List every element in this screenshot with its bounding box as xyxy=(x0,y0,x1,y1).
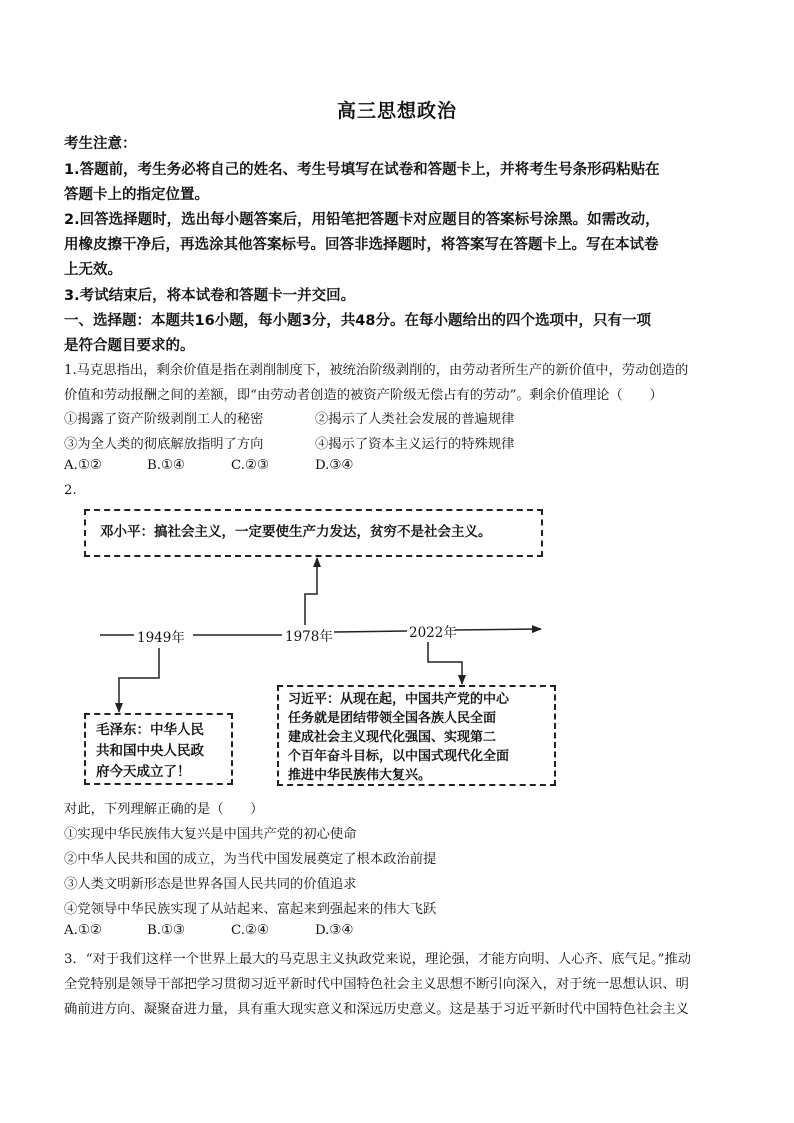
q2-stem: 对此，下列理解正确的是（ ） xyxy=(64,802,264,817)
q1-item-3: ③为全人类的彻底解放指明了方向 xyxy=(64,437,264,452)
xi-quote-box xyxy=(277,685,556,786)
q1-stem: 1.马克思指出，剩余价值是指在剥削制度下，被统治阶级剥削的，由劳动者所生产的新价值中，劳动创造的 xyxy=(64,363,689,378)
xi-quote-line: 建成社会主义现代化强国、实现第二 xyxy=(288,730,497,745)
timeline-arrow xyxy=(455,629,541,630)
deng-quote: 邓小平：搞社会主义，一定要使生产力发达，贫穷不是社会主义。 xyxy=(100,524,492,540)
timeline-axis xyxy=(334,631,407,632)
xi-quote-line: 个百年奋斗目标，以中国式现代化全面 xyxy=(288,749,510,764)
arrow-1978 xyxy=(305,558,317,625)
q2-item-1: ①实现中华民族伟大复兴是中国共产党的初心使命 xyxy=(64,827,357,842)
xi-quote-line: 习近平：从现在起，中国共产党的中心 xyxy=(288,692,510,707)
q2-choice-c[interactable]: C.②④ xyxy=(231,923,269,938)
mao-quote-line: 共和国中央人民政 xyxy=(96,743,204,759)
section-heading-cont: 是符合题目要求的。 xyxy=(64,338,195,354)
page-title: 高三思想政治 xyxy=(336,100,457,122)
year-1978: 1978年 xyxy=(285,629,333,645)
q1-item-2: ②揭示了人类社会发展的普遍规律 xyxy=(315,412,515,427)
year-2022: 2022年 xyxy=(409,625,457,641)
q2-choice-d[interactable]: D.③④ xyxy=(315,923,354,938)
notice-line: 3.考试结束后，将本试卷和答题卡一并交回。 xyxy=(64,288,356,304)
q2-item-3: ③人类文明新形态是世界各国人民共同的价值追求 xyxy=(64,877,357,892)
q2-number: 2. xyxy=(64,483,77,498)
q1-choice-b[interactable]: B.①④ xyxy=(147,458,185,473)
q2-choice-b[interactable]: B.①③ xyxy=(147,923,185,938)
q1-item-4: ④揭示了资本主义运行的特殊规律 xyxy=(315,437,515,452)
xi-quote-line: 推进中华民族伟大复兴。 xyxy=(288,768,432,783)
mao-quote-line: 毛泽东：中华人民 xyxy=(96,722,204,738)
q1-choice-a[interactable]: A.①② xyxy=(64,458,102,473)
q2-item-2: ②中华人民共和国的成立，为当代中国发展奠定了根本政治前提 xyxy=(64,852,437,867)
xi-quote-line: 任务就是团结带领全国各族人民全面 xyxy=(288,711,497,726)
q3-stem: 3．“对于我们这样一个世界上最大的马克思主义执政党来说，理论强，才能方向明、人心齐、底气足。”推动 xyxy=(64,952,692,967)
notice-line: 答题卡上的指定位置。 xyxy=(64,187,209,203)
q2-choice-a[interactable]: A.①② xyxy=(64,923,102,938)
arrow-1949 xyxy=(119,648,159,712)
mao-quote-box xyxy=(84,713,233,785)
mao-quote-line: 府今天成立了！ xyxy=(96,764,191,780)
q1-choice-c[interactable]: C.②③ xyxy=(231,458,269,473)
q1-item-1: ①揭露了资产阶级剥削工人的秘密 xyxy=(64,412,264,427)
q1-choice-d[interactable]: D.③④ xyxy=(315,458,354,473)
arrow-2022 xyxy=(428,642,462,684)
notice-line: 上无效。 xyxy=(64,262,122,278)
deng-quote-box xyxy=(84,509,543,557)
q3-stem: 全党特别是领导干部把学习贯彻习近平新时代中国特色社会主义思想不断引向深入，对于统一思想认识、明 xyxy=(64,977,689,992)
q2-item-4: ④党领导中华民族实现了从站起来、富起来到强起来的伟大飞跃 xyxy=(64,902,437,917)
notice-heading: 考生注意： xyxy=(64,136,137,152)
q3-stem: 确前进方向、凝聚奋进力量，具有重大现实意义和深远历史意义。这是基于习近平新时代中国特色社会主义 xyxy=(64,1002,689,1017)
year-1949: 1949年 xyxy=(137,630,185,646)
notice-line: 用橡皮擦干净后，再选涂其他答案标号。回答非选择题时，将答案写在答题卡上。写在本试卷 xyxy=(64,237,659,253)
q1-stem: 价值和劳动报酬之间的差额，即“由劳动者创造的被资产阶级无偿占有的劳动”。剩余价值理论（ ） xyxy=(64,388,663,403)
notice-line: 2.回答选择题时，选出每小题答案后，用铅笔把答题卡对应题目的答案标号涂黑。如需改动， xyxy=(64,212,660,228)
section-heading: 一、选择题：本题共16小题，每小题3分，共48分。在每小题给出的四个选项中，只有一项 xyxy=(64,313,651,329)
notice-line: 1.答题前，考生务必将自己的姓名、考生号填写在试卷和答题卡上，并将考生号条形码粘贴在 xyxy=(64,162,660,178)
